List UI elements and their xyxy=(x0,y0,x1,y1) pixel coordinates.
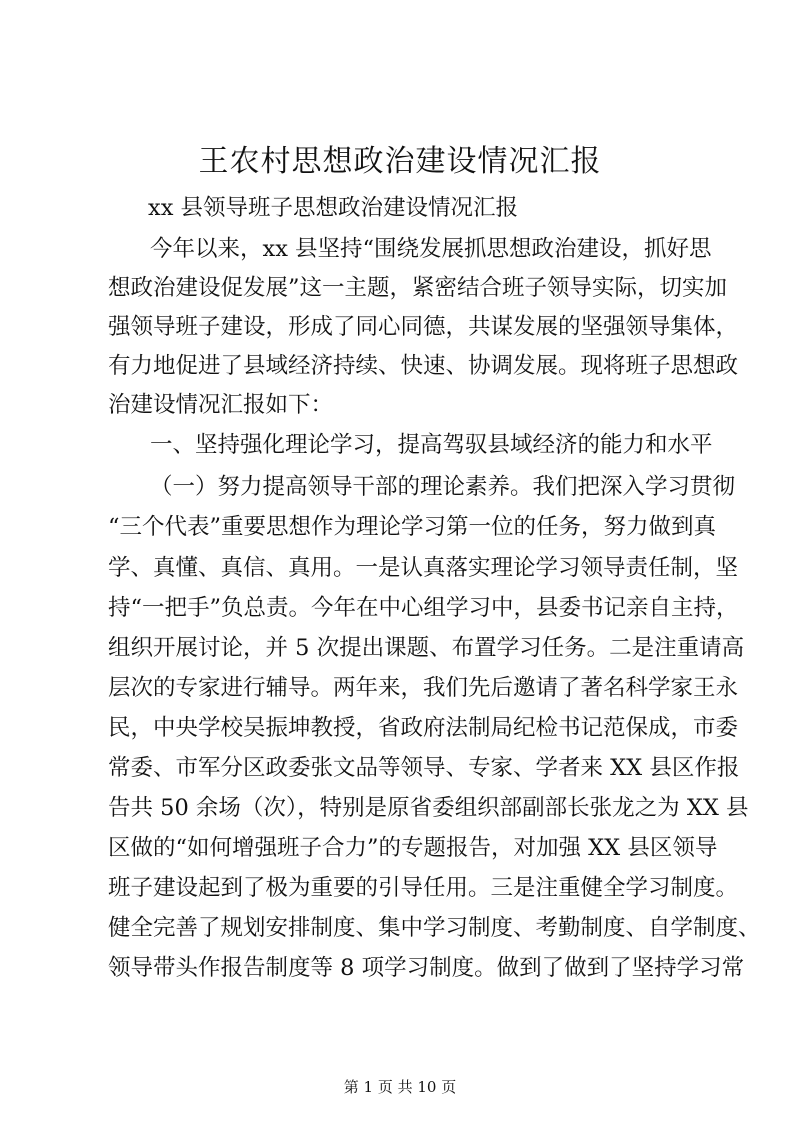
body-line-11: 组织开展讨论，并 5 次提出课题、布置学习任务。二是注重请高 xyxy=(108,635,745,661)
page-number-footer: 第 1 页 共 10 页 xyxy=(343,1078,457,1096)
document-title: 王农村思想政治建设情况汇报 xyxy=(198,144,602,179)
body-line-19: 领导带头作报告制度等 8 项学习制度。做到了做到了坚持学习常 xyxy=(108,955,745,981)
body-line-13: 民，中央学校吴振坤教授，省政府法制局纪检书记范保成，市委 xyxy=(108,715,739,741)
body-line-15: 告共 50 余场（次），特别是原省委组织部副部长张龙之为 XX 县 xyxy=(108,795,749,821)
body-line-10: 持“一把手”负总责。今年在中心组学习中，县委书记亲自主持， xyxy=(108,595,739,621)
body-line-4: 有力地促进了县域经济持续、快速、协调发展。现将班子思想政 xyxy=(108,353,739,379)
body-line-9: 学、真懂、真信、真用。一是认真落实理论学习领导责任制，坚 xyxy=(108,555,739,581)
body-line-16: 区做的“如何增强班子合力”的专题报告，对加强 XX 县区领导 xyxy=(108,835,718,861)
body-line-12: 层次的专家进行辅导。两年来，我们先后邀请了著名科学家王永 xyxy=(108,675,739,701)
body-line-17: 班子建设起到了极为重要的引导任用。三是注重健全学习制度。 xyxy=(108,875,739,901)
section-heading: 一、坚持强化理论学习，提高驾驭县域经济的能力和水平 xyxy=(150,432,713,458)
body-line-5: 治建设情况汇报如下： xyxy=(108,392,334,418)
body-line-1: 今年以来，xx 县坚持“围绕发展抓思想政治建设，抓好思 xyxy=(150,236,712,262)
body-line-8: “三个代表”重要思想作为理论学习第一位的任务，努力做到真 xyxy=(108,514,717,540)
body-line-2: 想政治建设促发展”这一主题，紧密结合班子领导实际，切实加 xyxy=(108,275,728,301)
body-line-3: 强领导班子建设，形成了同心同德，共谋发展的坚强领导集体， xyxy=(108,314,739,340)
subtitle-line: xx 县领导班子思想政治建设情况汇报 xyxy=(148,195,519,221)
body-line-18: 健全完善了规划安排制度、集中学习制度、考勤制度、自学制度、 xyxy=(108,915,761,941)
body-line-14: 常委、市军分区政委张文品等领导、专家、学者来 XX 县区作报 xyxy=(108,755,740,781)
body-line-7: （一）努力提高领导干部的理论素养。我们把深入学习贯彻 xyxy=(150,474,736,500)
